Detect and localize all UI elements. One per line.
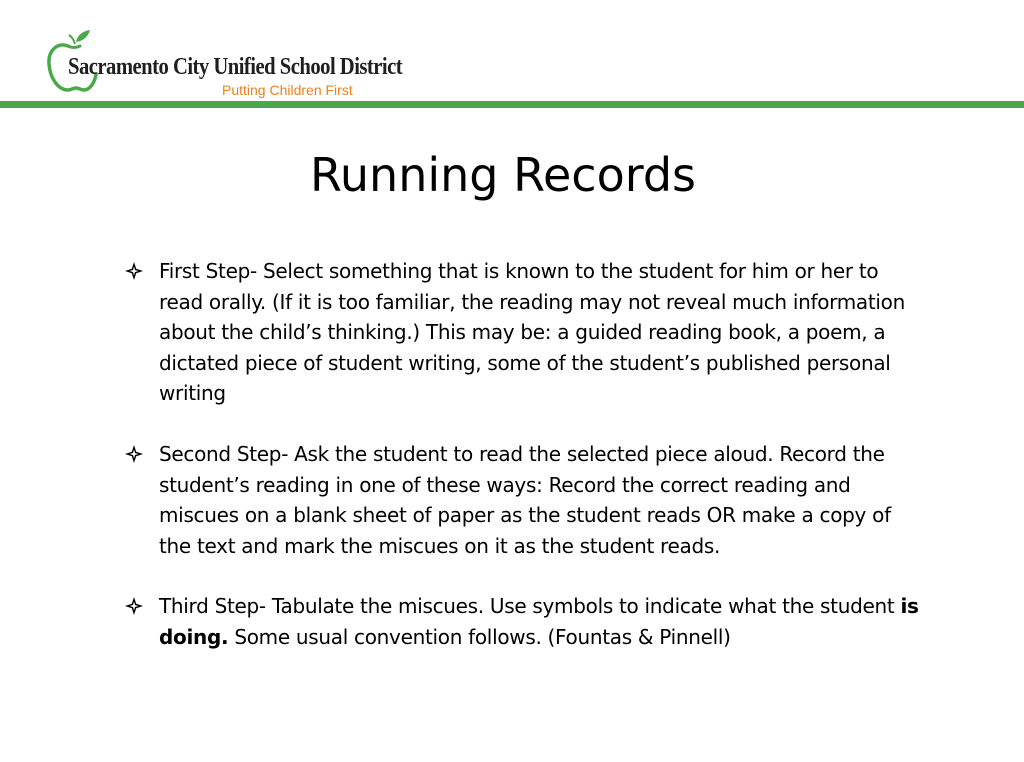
- slide-title: Running Records: [309, 148, 696, 202]
- bullet-list: [124, 256, 924, 683]
- bullet-item-second-step: [124, 439, 924, 561]
- slide-header: [0, 0, 1024, 112]
- header-divider: [0, 101, 1024, 108]
- bullet-item-third-step: [124, 591, 924, 652]
- bullet-text-part: Third Step- Tabulate the miscues. Use symbols to indicate what the student: [159, 594, 901, 619]
- district-name: Sacramento City Unified School District: [68, 54, 403, 80]
- bullet-item-first-step: [124, 256, 924, 409]
- bullet-text: Second Step- Ask the student to read the selected piece aloud. Record the student’s reading in one of these ways: Record the correct reading and miscues on a blank sheet of paper as the student reads OR make a copy of the text and mark the miscues on it as the student reads.: [159, 441, 891, 558]
- bullet-text-part: Some usual convention follows. (Fountas & Pinnell): [228, 624, 731, 649]
- district-tagline: Putting Children First: [222, 82, 353, 98]
- diamond-bullet-icon: [124, 596, 144, 616]
- bullet-text: First Step- Select something that is known to the student for him or her to read orally. (If it is too familiar, the reading may not reveal much information about the child’s thinking.) This may be: a guided reading book, a poem, a dictated piece of student writing, some of the student’s published personal writing: [159, 259, 905, 406]
- diamond-bullet-icon: [124, 261, 144, 281]
- diamond-bullet-icon: [124, 444, 144, 464]
- bullet-text-emphasis: is doing.: [159, 594, 919, 649]
- bullet-text: [159, 594, 919, 649]
- district-logo: [46, 28, 403, 102]
